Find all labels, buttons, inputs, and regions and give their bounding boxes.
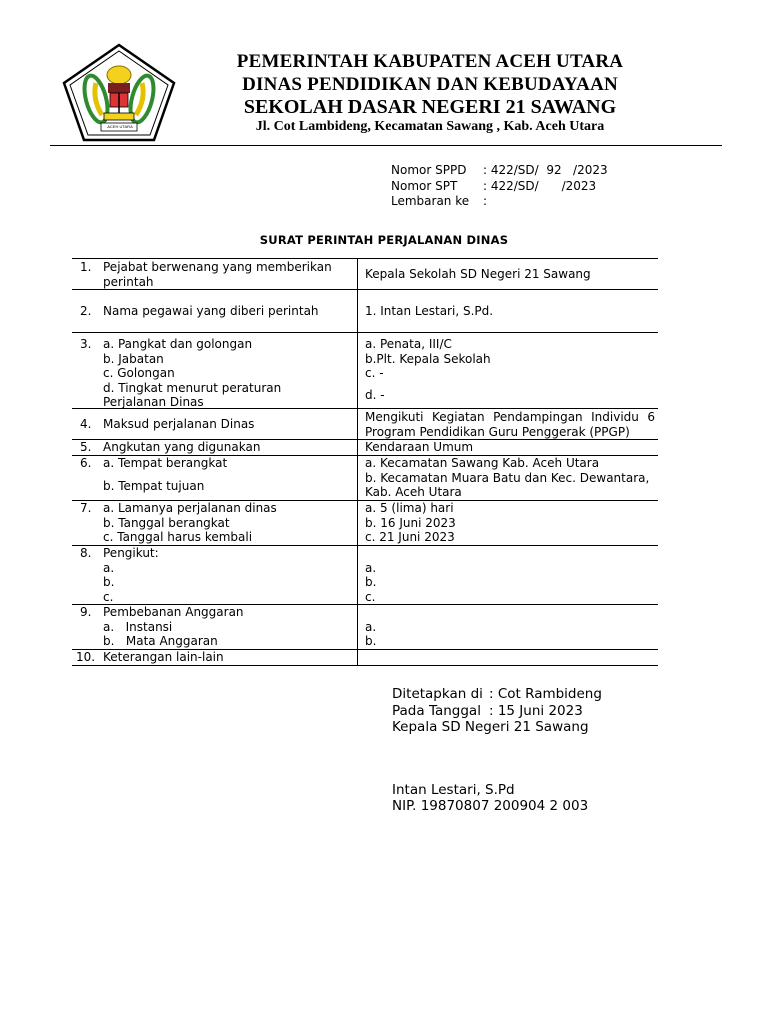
row-field: c. Golongan: [103, 366, 175, 380]
row-value-list: [365, 456, 655, 500]
row-field-list: [103, 546, 343, 604]
row-field: d. Tingkat menurut peraturan Perjalanan Dinas: [103, 380, 282, 409]
row-value: b.: [365, 575, 377, 589]
ditetapkan-row: [392, 686, 602, 703]
row-number: 2.: [80, 304, 92, 318]
letterhead: [195, 50, 665, 137]
tanggal-row: [392, 703, 602, 720]
row-number: 3.: [80, 337, 92, 351]
document-number-block: [391, 163, 608, 210]
row-field-list: [103, 605, 343, 649]
row-field: Nama pegawai yang diberi perintah: [103, 304, 319, 318]
row-value-list: [365, 337, 655, 402]
nomor-spt-row: [391, 179, 608, 195]
signer-name: Intan Lestari, S.Pd: [392, 781, 515, 798]
signer-position: Kepala SD Negeri 21 Sawang: [392, 719, 589, 735]
row-field: c. Tanggal harus kembali: [103, 530, 253, 544]
row-field: a. Lamanya perjalanan dinas: [103, 501, 277, 515]
nomor-label: Nomor SPT: [391, 178, 458, 193]
table-row: [72, 333, 658, 409]
row-field-list: [103, 501, 343, 545]
row-value-list: [365, 501, 655, 545]
kop-address: Jl. Cot Lambideng, Kecamatan Sawang , Kab. Aceh Utara: [255, 119, 605, 134]
table-row: [72, 409, 658, 440]
table-row: [72, 290, 658, 333]
table-row: [72, 501, 658, 546]
row-field: a.: [103, 560, 115, 575]
ditetapkan-value: : Cot Rambideng: [489, 686, 602, 702]
row-field: a. Instansi: [103, 619, 173, 634]
row-value: a.: [365, 619, 377, 634]
tanggal-value: : 15 Juni 2023: [489, 702, 583, 719]
row-number: 4.: [80, 417, 92, 431]
row-field: c.: [103, 589, 114, 604]
row-value: a. 5 (lima) hari: [365, 501, 454, 515]
row-value: b. Kecamatan Muara Batu dan Kec. Dewantara, Kab. Aceh Utara: [365, 470, 650, 499]
nomor-value: :: [483, 194, 488, 208]
row-field: Keterangan lain-lain: [103, 650, 224, 664]
nomor-label: Lembaran ke: [391, 194, 470, 208]
lembaran-row: [391, 194, 608, 210]
row-value: a. Penata, III/C: [365, 337, 452, 351]
table-row: [72, 650, 658, 666]
row-number: 7.: [80, 501, 92, 515]
row-value: a.: [365, 560, 377, 575]
sppd-table: [72, 258, 658, 666]
letterhead-divider: [50, 145, 722, 146]
table-row: [72, 456, 658, 501]
kop-line-1: PEMERINTAH KABUPATEN ACEH UTARA: [236, 51, 624, 72]
table-row: [72, 440, 658, 456]
row-field: a. Tempat berangkat: [103, 456, 228, 470]
row-value: Mengikuti Kegiatan Pendampingan Individu 6 Program Pendidikan Guru Penggerak (PPGP): [365, 410, 655, 439]
table-row: [72, 546, 658, 605]
row-number: 5.: [80, 440, 92, 454]
row-field: a. Pangkat dan golongan: [103, 337, 253, 351]
row-field: b.: [103, 575, 115, 589]
signature-block: [392, 686, 602, 815]
row-value: b. 16 Juni 2023: [365, 515, 456, 530]
kop-line-3: SEKOLAH DASAR NEGERI 21 SAWANG: [243, 96, 617, 118]
row-value: d. -: [365, 387, 385, 402]
nomor-label: Nomor SPPD: [391, 163, 467, 177]
row-value: a. Kecamatan Sawang Kab. Aceh Utara: [365, 456, 600, 470]
row-field: Pejabat berwenang yang memberikan perintah: [103, 260, 332, 289]
row-field-list: [103, 337, 343, 410]
row-field: Pembebanan Anggaran: [103, 605, 244, 619]
row-value: Kendaraan Umum: [365, 440, 474, 454]
nomor-value: : 422/SD/ /2023: [483, 178, 597, 193]
row-value: c. 21 Juni 2023: [365, 530, 455, 544]
table-row: [72, 605, 658, 650]
row-number: 10.: [76, 650, 96, 664]
row-number: 9.: [80, 605, 92, 619]
row-field: Maksud perjalanan Dinas: [103, 417, 255, 431]
row-value: b.Plt. Kepala Sekolah: [365, 351, 491, 366]
row-number: 1.: [80, 260, 92, 274]
nomor-sppd-row: [391, 163, 608, 179]
row-number: 6.: [80, 456, 92, 470]
row-value-list: [365, 620, 655, 649]
document-title: SURAT PERINTAH PERJALANAN DINAS: [259, 233, 509, 247]
row-field: Pengikut:: [103, 546, 159, 560]
row-field: b. Tempat tujuan: [103, 478, 205, 493]
row-value-list: [365, 561, 655, 605]
signer-nip: NIP. 19870807 200904 2 003: [392, 798, 589, 814]
logo-caption: ACEH UTARA: [107, 124, 133, 129]
row-value: Kepala Sekolah SD Negeri 21 Sawang: [365, 267, 591, 281]
row-value: 1. Intan Lestari, S.Pd.: [365, 304, 494, 318]
table-row: [72, 258, 658, 290]
row-value: b.: [365, 634, 377, 648]
tanggal-label: Pada Tanggal: [392, 702, 481, 719]
row-field: b. Jabatan: [103, 351, 164, 366]
row-field: b. Mata Anggaran: [103, 634, 218, 648]
row-field: Angkutan yang digunakan: [103, 440, 261, 454]
row-field: b. Tanggal berangkat: [103, 515, 230, 530]
row-number: 8.: [80, 546, 92, 560]
ditetapkan-label: Ditetapkan di: [392, 686, 483, 702]
nomor-value: : 422/SD/ 92 /2023: [483, 163, 608, 177]
row-field-list: [103, 456, 343, 493]
row-value: c.: [365, 589, 376, 604]
row-value: c. -: [365, 366, 384, 380]
kop-line-2: DINAS PENDIDIKAN DAN KEBUDAYAAN: [242, 74, 618, 95]
